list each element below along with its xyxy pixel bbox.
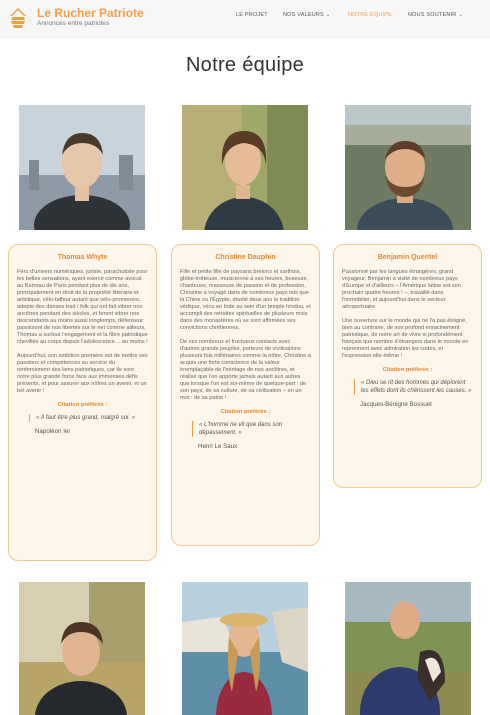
nav-label: NOTRE ÉQUIPE: [348, 12, 392, 18]
favorite-quote: « Dieu se rit des hommes qui déplorent les effets dont ils chérissent les causes. »: [354, 379, 473, 395]
quote-author: Jacques-Bénigne Bossuet: [360, 401, 432, 408]
bio-paragraph: Féru d'univers numériques, juriste, parachutiste pour les belles sensations, ayant exercé comme avocat au Barreau de Paris pendant plus de dix ans, principalement en droit de la propriété littéraire et artistique, vélo-taffeur autant que vélo-promeneur, adepte des danses trad / folk qui ont fait vibrer nos ancêtres pendant des siècles, et feront vibrer nos descendants au moins aussi longtemps, défenseur passionné de nos libertés sur le net comme ailleurs, Thomas a surtout l'engagement et la fibre patriotique chevillés au corps depuis l'adolescence… au moins !: [17, 269, 148, 345]
quote-title: Citation préférée :: [220, 409, 271, 415]
member-name: Christine Dauphin: [215, 254, 276, 261]
photo-team-member-4: [19, 582, 145, 715]
team-card-thomas-whyte: [8, 244, 157, 561]
favorite-quote: « Il faut être plus grand, malgré soi. »: [29, 414, 148, 422]
nav-le-projet[interactable]: [236, 12, 268, 18]
team-card-christine-dauphin: [171, 244, 320, 546]
nav-label: NOS VALEURS: [283, 12, 324, 18]
bio-paragraph: Passionné par les langues étrangères, grand voyageur, Benjamin a visité de nombreux pays d'Europe et d'ailleurs – l'Amérique latine est son prochain quatre heures ! –, travaillé dans l'immobilier, et aujourd'hui dans le secteur aéroportuaire.: [342, 269, 461, 310]
member-bio: [342, 269, 473, 360]
team-card-benjamin-quentel: [333, 244, 482, 488]
quote-author: Henri Le Saux: [198, 443, 238, 450]
quote-title: Citation préférée :: [382, 367, 433, 373]
photo-thomas-whyte: [19, 105, 145, 230]
bio-paragraph: De ces nombreux et fructueux contacts avec d'autres grands peuples, porteurs de civilisations plusieurs fois millénaires comme la nôtre, Christine a acquis une forte conscience de la valeur irremplaçable de l'héritage de nos ancêtres, et réalisé que l'on apporte jamais autant aux autres que lorsque l'on est soi-même de quelque-part : de son pays, de sa culture, de sa civilisation – en un mot : de sa patrie !: [180, 339, 311, 401]
member-bio: [180, 269, 311, 402]
member-name: Thomas Whyte: [57, 254, 108, 261]
bio-paragraph: Une ouverture sur le monde qui ne l'a pas éloigné, bien au contraire, de son profond enracinement patriotique, de notre art de vivre si profondément français que nombre d'étrangers dans le monde en reprennent avec admiration les codes, et l'expression elle-même !: [342, 318, 469, 359]
quote-title: Citation préférée :: [57, 402, 108, 408]
favorite-quote: « L'homme ne vit que dans son dépassement. »: [192, 421, 311, 437]
page-title: Notre équipe: [185, 54, 305, 76]
photo-team-member-5: [182, 582, 308, 715]
photo-team-member-6: [345, 582, 471, 715]
nav-label: LE PROJET: [236, 12, 268, 18]
photo-christine-dauphin: [182, 105, 308, 230]
photo-benjamin-quentel: [345, 105, 471, 230]
chevron-down-icon: ⌄: [458, 12, 463, 18]
nav-label: NOUS SOUTENIR: [408, 12, 457, 18]
chevron-down-icon: ⌄: [325, 12, 331, 18]
site-header: [0, 0, 490, 38]
member-bio: [17, 269, 148, 395]
beehive-logo-icon[interactable]: [6, 6, 30, 30]
brand-title[interactable]: Le Rucher Patriote: [37, 6, 144, 20]
nav-nos-valeurs[interactable]: [283, 12, 330, 18]
member-name: Benjamin Quentel: [377, 254, 438, 261]
bio-paragraph: Aujourd'hui, son ambition première est de mettre ses passions et compétences au service du renforcement des liens patriotiques, car ils sont notre plus grande force face aux immenses défis présents, et pour assurer aux nôtres un avenir, et un bel avenir !: [17, 353, 148, 394]
quote-author: Napoléon Ier: [35, 428, 71, 435]
nav-notre-equipe[interactable]: [348, 12, 392, 18]
brand-subtitle: Annonces entre patriotes: [37, 20, 110, 27]
bio-paragraph: Fille et petite fille de paysans bretons et sarthois, globe-trotteuse, musicienne à ses heures, boxeuse, chanteuse, masseuse de passion et de profession, Christine a voyagé dans de nombreux pays tels que la Chine ou l'Égypte, étudié deux ans la tradition védique, vécu en Inde au sein d'un temple hindou, et accompli des retraites spirituelles de plusieurs mois dans des monastères où se sont affirmées ses convictions chrétiennes.: [180, 269, 311, 331]
nav-nous-soutenir[interactable]: [408, 12, 463, 18]
